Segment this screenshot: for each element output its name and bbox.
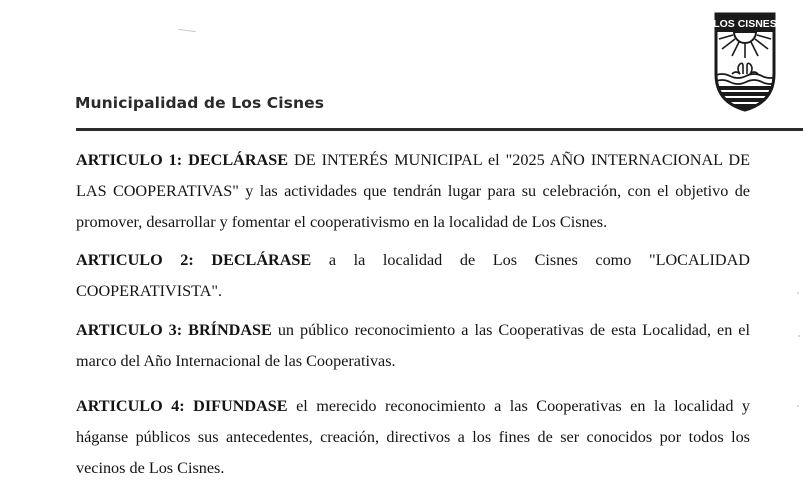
shield-crest-icon [714,12,776,112]
article-verb: DECLÁRASE [188,151,289,169]
article-4 [76,391,750,484]
article-text: un público reconocimiento a las Cooperativas de esta Localidad, en el marco del Año Internacional de las Cooperativas. [76,321,750,370]
article-verb: DIFUNDASE [193,397,288,415]
article-label: ARTICULO 1: [76,151,183,169]
article-label: ARTICULO 2: [76,251,194,269]
scan-artifact [178,29,196,32]
article-verb: DECLÁRASE [211,251,312,269]
header-divider [76,128,803,131]
article-text: DE INTERÉS MUNICIPAL el "2025 AÑO INTERNACIONAL DE LAS COOPERATIVAS" y las actividades que tendrán lugar para su celebración, con el objetivo de promover, desarrollar y fomentar el cooperativismo en la localidad de Los Cisnes. [76,151,750,231]
logo-text: LOS CISNES [714,18,776,30]
article-verb: BRÍNDASE [188,321,272,339]
scan-speck [797,405,799,407]
article-text: a la localidad de Los Cisnes como "LOCALIDAD COOPERATIVISTA". [76,251,750,300]
scan-speck [798,335,800,337]
scan-speck [797,292,799,294]
organization-title: Municipalidad de Los Cisnes [75,94,325,112]
article-3 [76,315,750,377]
article-label: ARTICULO 3: [76,321,183,339]
article-2 [76,245,750,307]
article-text: el merecido reconocimiento a las Cooperativas en la localidad y háganse públicos sus antecedentes, creación, directivos a los fines de ser conocidos por todos los vecinos de Los Cisnes. [76,397,751,477]
article-1 [76,145,750,238]
article-label: ARTICULO 4: [76,397,185,415]
municipality-logo [714,12,776,112]
